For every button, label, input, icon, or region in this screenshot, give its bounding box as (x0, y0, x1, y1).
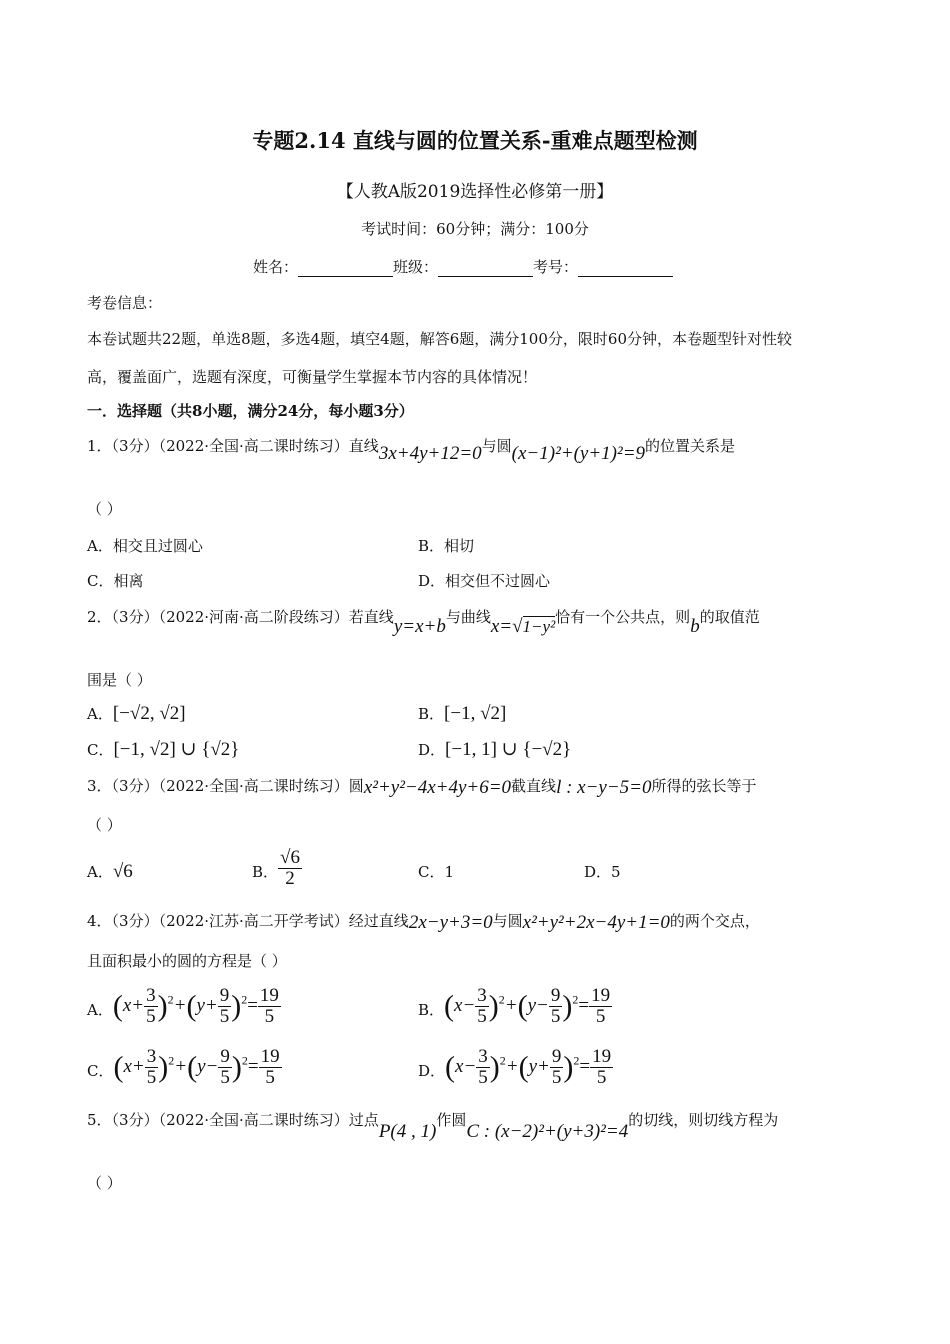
info-line-2: 高，覆盖面广，选题有深度，可衡量学生掌握本节内容的具体情况！ (87, 368, 538, 386)
q4-option-a[interactable]: A．(x+ $\frac{3}{5}$ )$^2$+(y+ $\frac{9}{5}$ )$^2$= $\frac{19}{5}$ (87, 985, 279, 1027)
q4-option-c[interactable]: C．(x+ $\frac{3}{5}$ )$^2$+(y− $\frac{9}{5}$ )$^2$= $\frac{19}{5}$ (87, 1046, 280, 1088)
q4-line-2: 且面积最小的圆的方程是（ ） (87, 952, 287, 970)
question-3 (87, 776, 757, 796)
q3-math-line: l : x−y−5=0 (556, 777, 652, 798)
q1-tail: 的位置关系是 (645, 437, 736, 455)
q2-math-line: y=x+b (393, 616, 446, 637)
q3-option-b[interactable]: B． $\frac{√6}{2}$ (252, 847, 300, 889)
q3-option-a[interactable]: A．√6 (87, 861, 133, 882)
section-heading: 一．选择题（共8小题，满分24分，每小题3分） (87, 402, 414, 420)
page-subtitle: 【人教A版2019选择性必修第一册】 (336, 182, 614, 202)
q5-mid: 作圆 (436, 1111, 467, 1129)
q1-lead: 1．（3分）（2022·全国·高二课时练习）直线 (87, 437, 379, 455)
q2-line-2: 围是（ ） (87, 671, 152, 689)
name-blank[interactable] (298, 260, 393, 277)
q5-paren: （ ） (87, 1174, 122, 1192)
q4-math-line: 2x−y+3=0 (408, 912, 493, 933)
q2-option-d[interactable]: D．[−1, 1] ∪ {−√2} (418, 739, 572, 760)
name-label: 姓名： (253, 258, 299, 276)
q4-math-circle: x²+y²+2x−4y+1=0 (522, 912, 670, 933)
number-blank[interactable] (578, 260, 673, 277)
question-4 (87, 911, 760, 931)
info-heading: 考卷信息： (87, 294, 163, 312)
q5-lead: 5．（3分）（2022·全国·高二课时练习）过点 (87, 1111, 379, 1129)
class-blank[interactable] (438, 260, 533, 277)
q2-option-c[interactable]: C．[−1, √2] ∪ {√2} (87, 739, 240, 760)
q2-mid: 与曲线 (445, 608, 491, 626)
q1-option-b[interactable]: B．相切 (418, 537, 475, 555)
q2-math-b: b (690, 616, 700, 637)
q3-option-d[interactable]: D．5 (584, 863, 621, 881)
info-line-1: 本卷试题共22题，单选8题，多选4题，填空4题，解答6题，满分100分，限时60分钟，本卷题型针对性较 (87, 330, 792, 348)
q5-math-circle: C : (x−2)²+(y+3)²=4 (466, 1121, 629, 1142)
q1-paren: （ ） (87, 500, 122, 518)
number-label: 考号： (533, 258, 579, 276)
student-info-line (253, 257, 673, 277)
q3-tail: 所得的弦长等于 (651, 777, 757, 795)
q1-mid: 与圆 (481, 437, 512, 455)
q1-math-circle: (x−1)²+(y+1)²=9 (511, 443, 646, 464)
question-5 (87, 1110, 779, 1142)
q2-math-curve: x=√1−y² (490, 616, 556, 637)
q2-option-b[interactable]: B．[−1, √2] (418, 703, 507, 724)
q3-option-c[interactable]: C．1 (418, 863, 455, 881)
q2-tail: 恰有一个公共点，则 (555, 608, 691, 626)
q3-math-circle: x²+y²−4x+4y+6=0 (363, 777, 512, 798)
q2-lead: 2．（3分）（2022·河南·高二阶段练习）若直线 (87, 608, 394, 626)
q2-option-a[interactable]: A．[−√2, √2] (87, 703, 186, 724)
q3-mid: 截直线 (511, 777, 557, 795)
q2-tail-2: 的取值范 (699, 608, 760, 626)
q4-option-b[interactable]: B．(x− $\frac{3}{5}$ )$^2$+(y− $\frac{9}{5}$ )$^2$= $\frac{19}{5}$ (418, 985, 611, 1027)
page-title: 专题2.14 直线与圆的位置关系-重难点题型检测 (252, 128, 698, 153)
question-2 (87, 607, 760, 637)
q4-tail: 的两个交点， (669, 912, 760, 930)
q3-lead: 3．（3分）（2022·全国·高二课时练习）圆 (87, 777, 364, 795)
exam-time: 考试时间：60分钟；满分：100分 (361, 220, 589, 238)
q4-option-d[interactable]: D．(x− $\frac{3}{5}$ )$^2$+(y+ $\frac{9}{5}$ )$^2$= $\frac{19}{5}$ (418, 1046, 612, 1088)
q1-option-a[interactable]: A．相交且过圆心 (87, 537, 203, 555)
class-label: 班级： (393, 258, 439, 276)
q1-option-c[interactable]: C．相离 (87, 572, 144, 590)
q4-mid: 与圆 (492, 912, 523, 930)
q1-math-line: 3x+4y+12=0 (378, 443, 482, 464)
q1-option-d[interactable]: D．相交但不过圆心 (418, 572, 551, 590)
q5-math-point: P(4 , 1) (378, 1121, 437, 1142)
q3-paren: （ ） (87, 816, 122, 834)
q4-lead: 4．（3分）（2022·江苏·高二开学考试）经过直线 (87, 912, 409, 930)
question-1 (87, 436, 736, 464)
q5-tail: 的切线，则切线方程为 (628, 1111, 779, 1129)
